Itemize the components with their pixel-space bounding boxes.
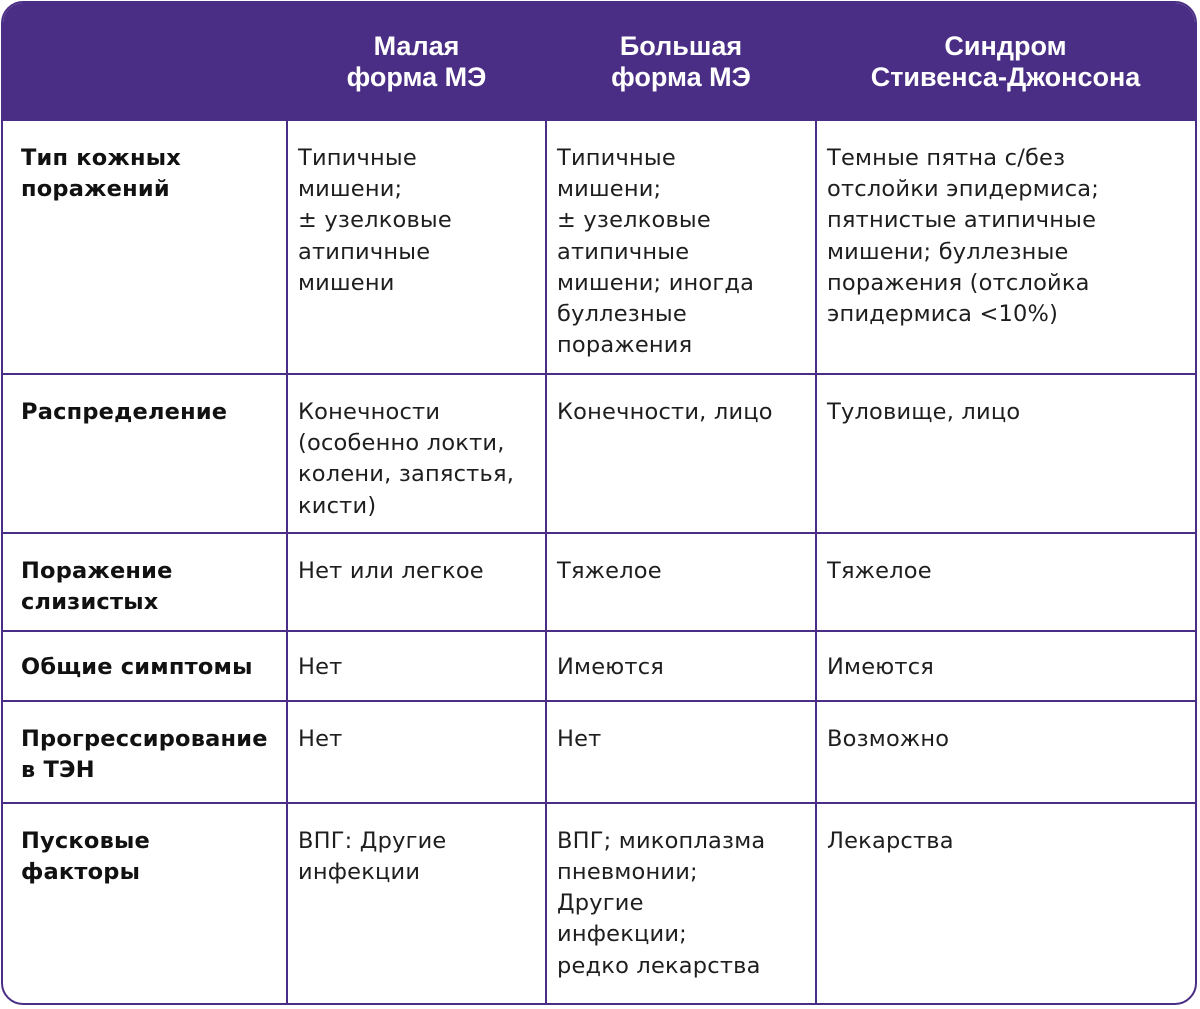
table-cell: Типичные мишени; ± узелковые атипичные мишени; иногда буллезные поражения [546, 121, 816, 374]
table-cell: ВПГ: Другие инфекции [287, 803, 546, 1003]
comparison-table [3, 3, 1195, 1003]
table-row-triggers [3, 803, 1195, 1003]
row-label: Общие симптомы [3, 631, 287, 701]
table-cell: Лекарства [827, 827, 954, 854]
table-cell: Имеются [546, 631, 816, 701]
table-cell: Нет [287, 631, 546, 701]
table-cell: Туловище, лицо [816, 374, 1195, 533]
table-cell: ВПГ; микоплазма пневмонии; Другие инфекции; редко лекарства [546, 803, 816, 1003]
table-cell: Тяжелое [546, 533, 816, 631]
table-body [3, 121, 1195, 1003]
header-sjs: Синдром Стивенса-Джонсона [870, 31, 1141, 92]
header-major-em: Большая форма МЭ [611, 31, 751, 92]
table-cell: Конечности, лицо [546, 374, 816, 533]
table-row-lesion-type [3, 121, 1195, 374]
table-cell: Нет или легкое [287, 533, 546, 631]
row-label: Прогрессирование в ТЭН [3, 701, 287, 803]
table-cell: Нет [287, 701, 546, 803]
row-label: Пусковые факторы [3, 803, 287, 1003]
table-row-distribution [3, 374, 1195, 533]
comparison-table-container [1, 1, 1197, 1005]
table-row-progression [3, 701, 1195, 803]
header-corner-cell [3, 3, 287, 121]
table-header [3, 3, 1195, 121]
table-cell: Нет [546, 701, 816, 803]
header-minor-em: Малая форма МЭ [346, 31, 487, 92]
table-cell: Возможно [816, 701, 1195, 803]
row-label: Поражение слизистых [3, 533, 287, 631]
header-row [3, 3, 1195, 121]
row-label: Распределение [3, 374, 287, 533]
table-cell: Тяжелое [816, 533, 1195, 631]
table-row-mucosa [3, 533, 1195, 631]
table-cell: Типичные мишени; ± узелковые атипичные мишени [287, 121, 546, 374]
table-cell: Имеются [816, 631, 1195, 701]
table-row-general-symptoms [3, 631, 1195, 701]
table-cell: Темные пятна с/без отслойки эпидермиса; пятнистые атипичные мишени; буллезные поражения (отслойка эпидермиса <10%) [816, 121, 1195, 374]
table-cell: Конечности (особенно локти, колени, запястья, кисти) [287, 374, 546, 533]
row-label: Тип кожных поражений [3, 121, 287, 374]
